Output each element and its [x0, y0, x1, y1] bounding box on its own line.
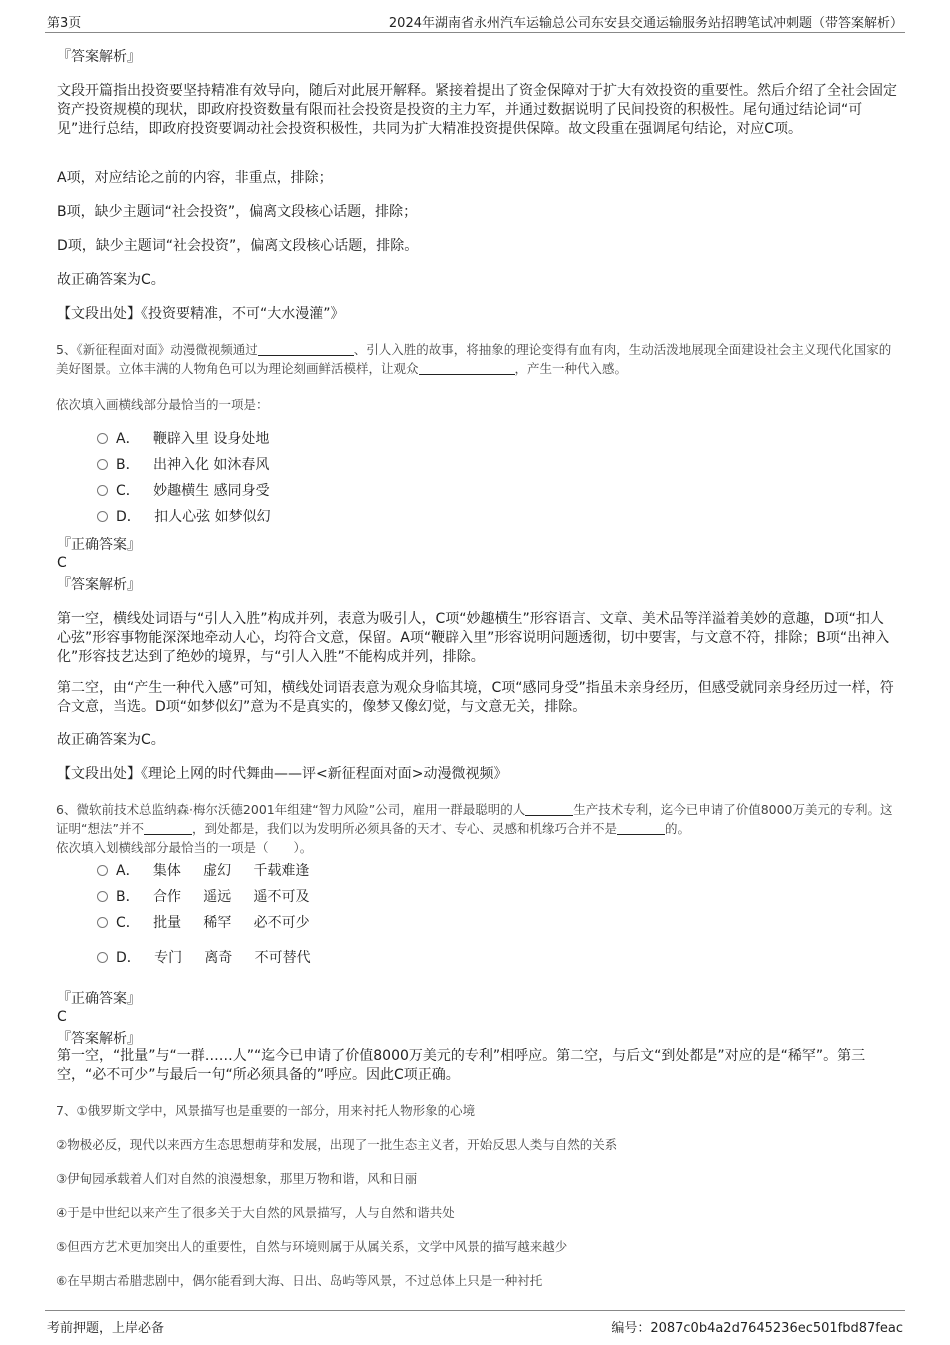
q4-answer: 故正确答案为C。 [57, 272, 165, 288]
radio-icon[interactable] [97, 952, 108, 963]
q6-option-a[interactable]: A． 集体 虚幻 千载难逢 [97, 862, 309, 880]
q4-option-a-explanation: A项，对应结论之前的内容，非重点，排除； [57, 170, 333, 186]
blank-line [144, 822, 192, 835]
q5-source: 【文段出处】《理论上网的时代舞曲——评<新征程面对面>动漫微视频》 [57, 766, 508, 782]
q5-option-b[interactable]: B． 出神入化 如沐春风 [97, 456, 269, 474]
q5-analysis-label: 『答案解析』 [57, 577, 141, 593]
q6-correct-label: 『正确答案』 [57, 991, 141, 1007]
q5-correct-answer: C [57, 555, 67, 571]
page-number: 第3页 [47, 16, 82, 31]
q6-analysis-label: 『答案解析』 [57, 1031, 141, 1047]
radio-icon[interactable] [97, 511, 108, 522]
q5-analysis-paragraph-1: 第一空，横线处词语与“引人入胜”构成并列，表意为吸引人，C项“妙趣横生”形容语言、文章、美术品等洋溢着美妙的意趣，D项“扣人心弦”形容事物能深深地牵动人心，均符合文意，保留。A项“鞭辟入里”形容说明问题透彻，切中要害，与文意不符，排除；B项“出神入化”形容技艺达到了绝妙的境界，与“引人入胜”不能构成并列，排除。 [57, 611, 890, 665]
radio-icon[interactable] [97, 917, 108, 928]
q7-sentence-4: ④于是中世纪以来产生了很多关于大自然的风景描写，人与自然和谐共处 [56, 1205, 455, 1220]
q6-option-b[interactable]: B． 合作 遥远 遥不可及 [97, 888, 309, 906]
radio-icon[interactable] [97, 865, 108, 876]
radio-icon[interactable] [97, 891, 108, 902]
q4-source: 【文段出处】《投资要精准，不可“大水漫灌”》 [57, 306, 345, 322]
q4-option-d-explanation: D项，缺少主题词“社会投资”，偏离文段核心话题，排除。 [57, 238, 419, 254]
blank-line [525, 803, 573, 816]
q4-option-b-explanation: B项，缺少主题词“社会投资”，偏离文段核心话题，排除； [57, 204, 418, 220]
q7-sentence-1: 7、①俄罗斯文学中，风景描写也是重要的一部分，用来衬托人物形象的心境 [56, 1103, 476, 1118]
radio-icon[interactable] [97, 459, 108, 470]
blank-line [258, 343, 354, 356]
q6-option-c[interactable]: C． 批量 稀罕 必不可少 [97, 914, 310, 932]
q5-stem: 5、《新征程面对面》动漫微视频通过 、引人入胜的故事，将抽象的理论变得有血有肉，生动活泼地展现全面建设社会主义现代化国家的美好图景。立体丰满的人物角色可以为理论刻画鲜活模样，让观众 ，产生一种代入感。 [56, 342, 892, 376]
document-id: 编号：2087c0b4a2d7645236ec501fbd87feac [611, 1321, 903, 1336]
q4-analysis-paragraph: 文段开篇指出投资要坚持精准有效导向，随后对此展开解释。紧接着提出了资金保障对于扩大有效投资的重要性。然后介绍了全社会固定资产投资规模的现状，即政府投资数量有限而社会投资是投资的主力军，并通过数据说明了民间投资的积极性。尾句通过结论词“可见”进行总结，即政府投资要调动社会投资积极性，共同为扩大精准投资提供保障。故文段重在强调尾句结论，对应C项。 [57, 83, 897, 137]
blank-line [617, 822, 665, 835]
q6-correct-answer: C [57, 1009, 67, 1025]
q5-instruction: 依次填入画横线部分最恰当的一项是： [56, 397, 269, 412]
radio-icon[interactable] [97, 433, 108, 444]
q5-correct-label: 『正确答案』 [57, 537, 141, 553]
q6-stem: 6、微软前技术总监纳森·梅尔沃德2001年组建“智力风险”公司，雇用一群最聪明的人 生产技术专利，迄今已申请了价值8000万美元的专利。这证明“想法”并不 ，到处都是，我们以为发明所必须具备的天才、专心、灵感和机缘巧合并不是 的。 [56, 802, 893, 836]
blank-line [419, 362, 515, 375]
q7-sentence-6: ⑥在早期古希腊悲剧中，偶尔能看到大海、日出、岛屿等风景，不过总体上只是一种衬托 [56, 1273, 543, 1288]
radio-icon[interactable] [97, 485, 108, 496]
document-title: 2024年湖南省永州汽车运输总公司东安县交通运输服务站招聘笔试冲刺题（带答案解析） [388, 16, 903, 31]
q5-option-c[interactable]: C． 妙趣横生 感同身受 [97, 482, 270, 500]
q7-sentence-2: ②物极必反，现代以来西方生态思想萌芽和发展，出现了一批生态主义者，开始反思人类与自然的关系 [56, 1137, 618, 1152]
q7-sentence-5: ⑤但西方艺术更加突出人的重要性，自然与环境则属于从属关系，文学中风景的描写越来越少 [56, 1239, 568, 1254]
q5-analysis-paragraph-2: 第二空，由“产生一种代入感”可知，横线处词语表意为观众身临其境，C项“感同身受”指虽未亲身经历，但感受就同亲身经历过一样，符合文意，当选。D项“如梦似幻”意为不是真实的，像梦又像幻觉，与文意无关，排除。 [57, 680, 894, 715]
q5-answer: 故正确答案为C。 [57, 732, 165, 748]
page-footer [45, 1310, 905, 1337]
q7-sentence-3: ③伊甸园承载着人们对自然的浪漫想象，那里万物和谐，风和日丽 [56, 1171, 418, 1186]
q4-analysis-label: 『答案解析』 [57, 49, 141, 65]
q5-option-a[interactable]: A． 鞭辟入里 设身处地 [97, 430, 269, 448]
q6-instruction: 依次填入划横线部分最恰当的一项是（ ）。 [56, 840, 313, 855]
page-header [45, 10, 905, 33]
q6-option-d[interactable]: D． 专门 离奇 不可替代 [97, 949, 311, 967]
q5-option-d[interactable]: D． 扣人心弦 如梦似幻 [97, 508, 271, 526]
footer-slogan: 考前押题，上岸必备 [47, 1321, 165, 1336]
q6-analysis: 第一空，“批量”与“一群……人”“迄今已申请了价值8000万美元的专利”相呼应。第二空，与后文“到处都是”对应的是“稀罕”。第三空，“必不可少”与最后一句“所必须具备的”呼应。因此C项正确。 [57, 1048, 866, 1083]
